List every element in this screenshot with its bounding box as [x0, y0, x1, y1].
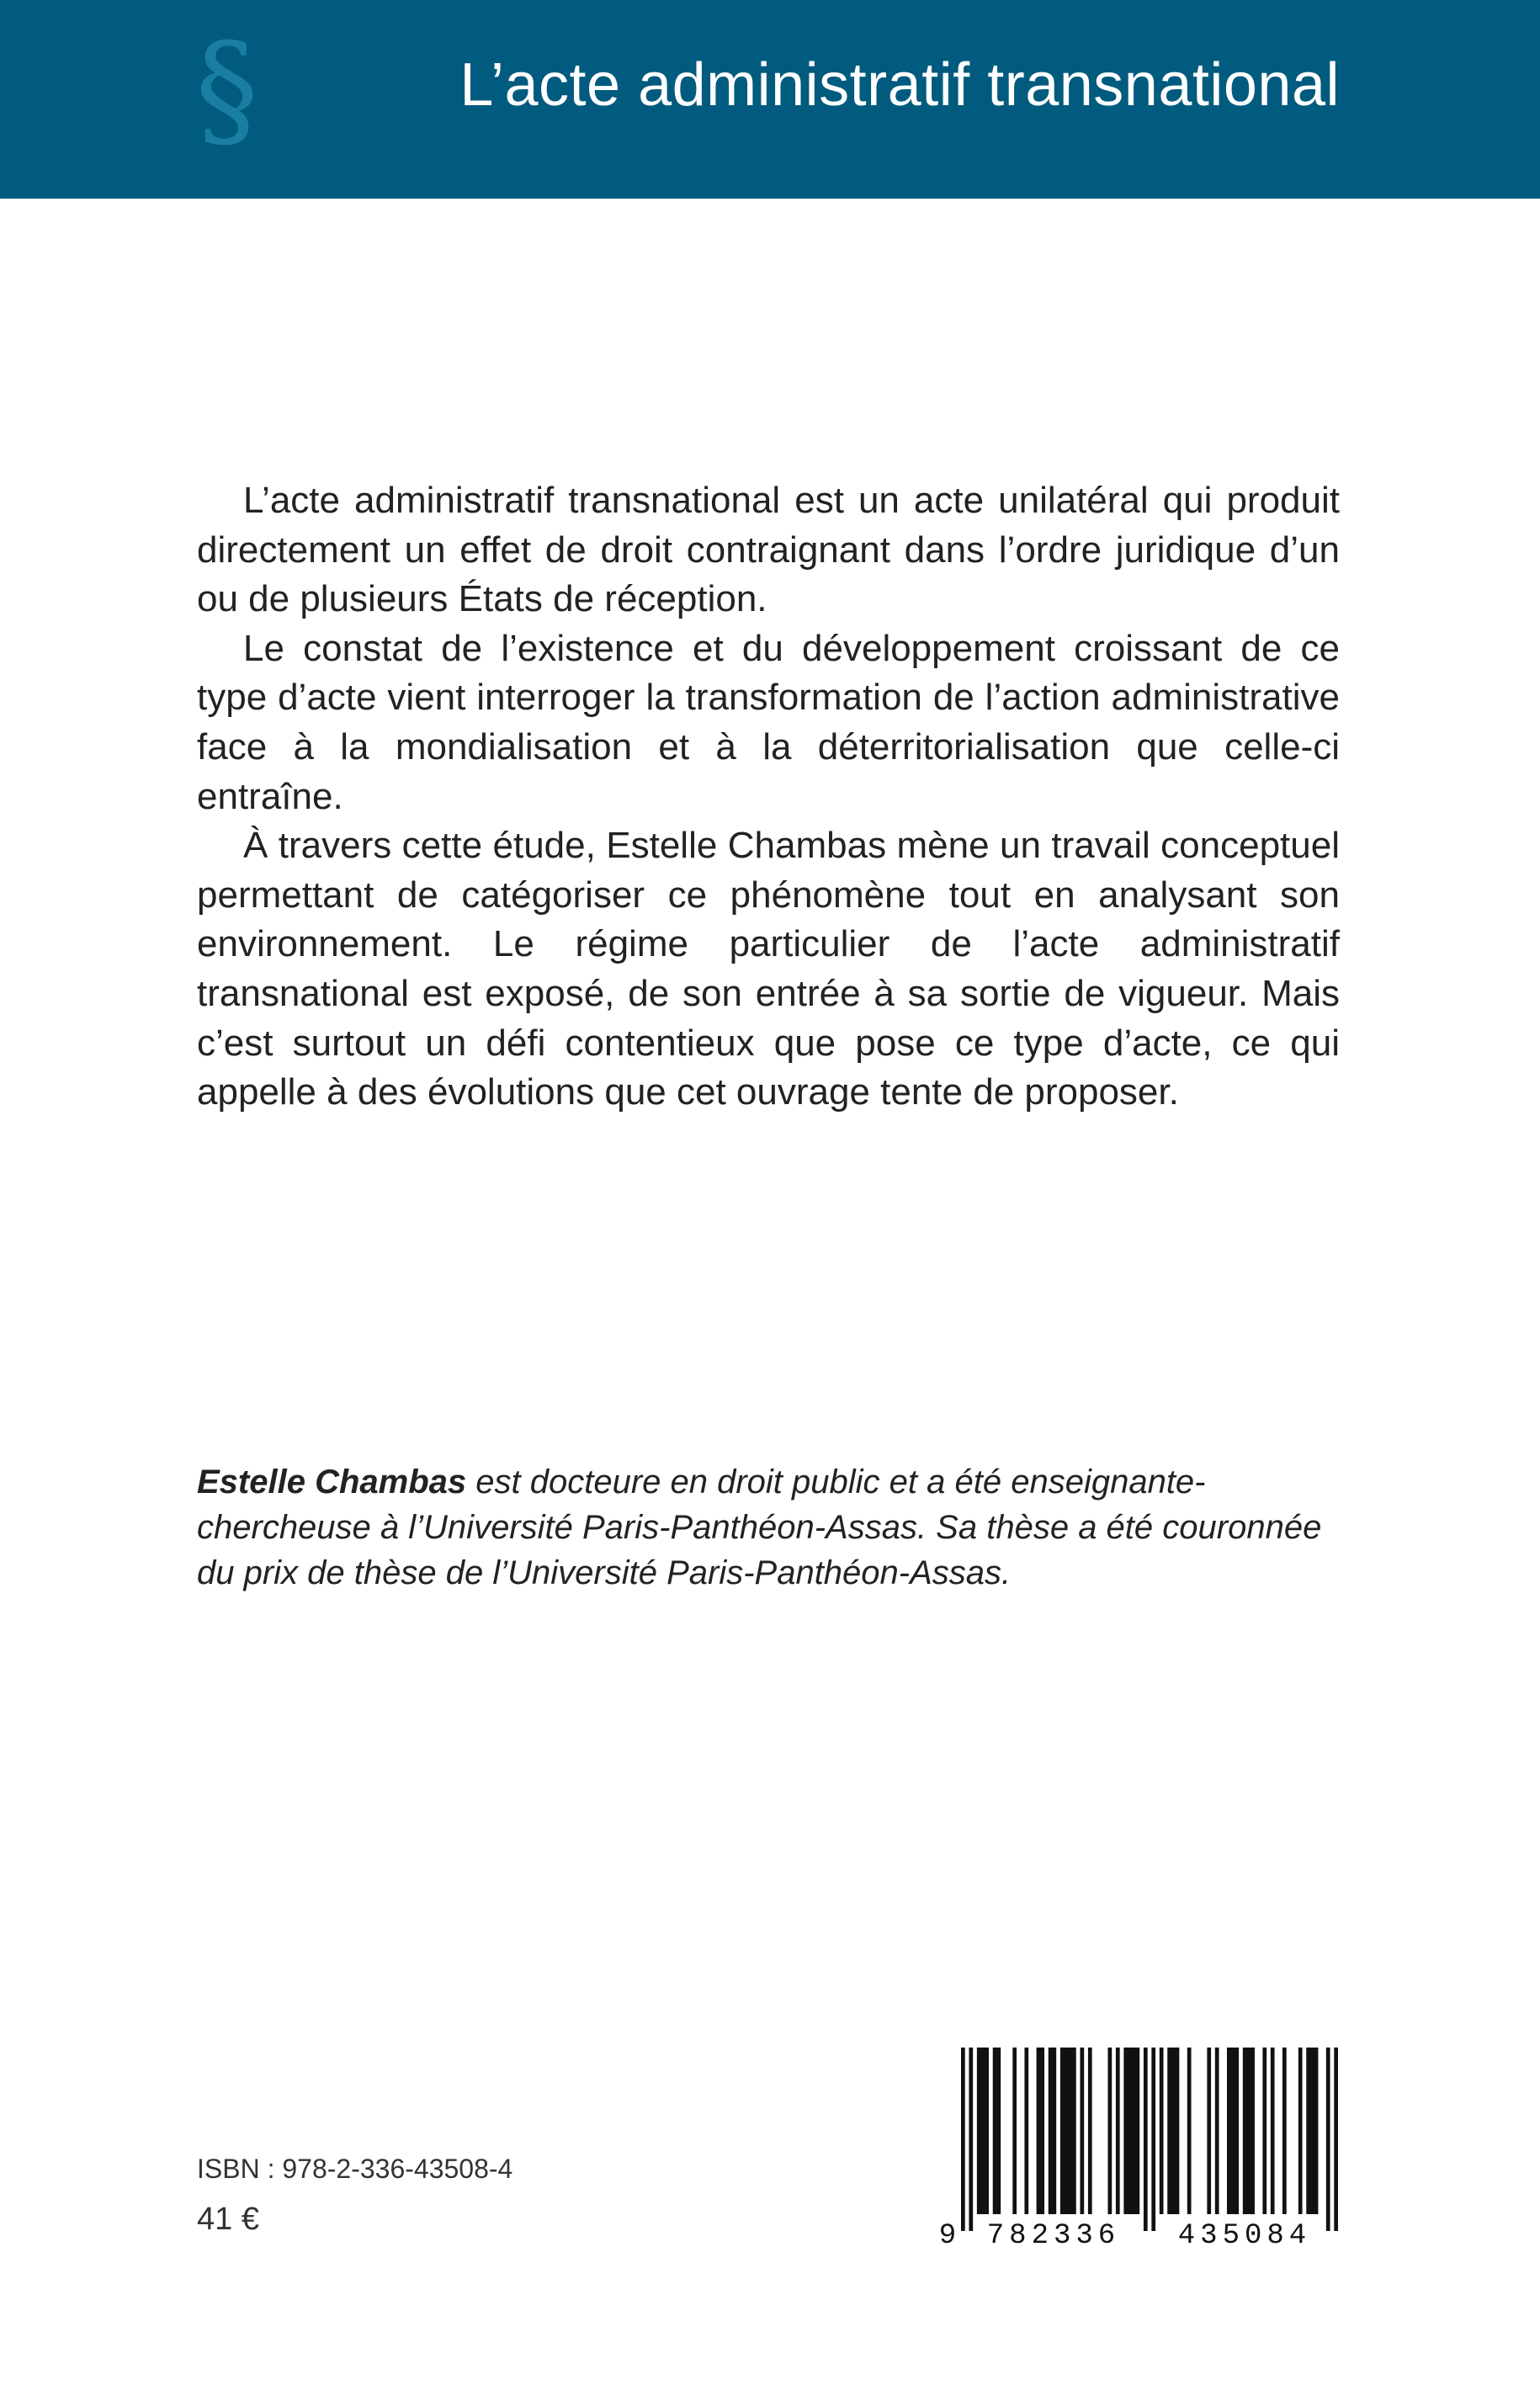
- barcode-bar: [1282, 2048, 1287, 2214]
- barcode-digits-right: 435084: [1177, 2220, 1312, 2252]
- barcode-guard-bar: [969, 2048, 973, 2231]
- summary-paragraph: À travers cette étude, Estelle Chambas mène un travail conceptuel permettant de catégoriser ce phénomène tout en analysant son environnement. Le régime particulier de l’acte administratif transnational est exposé, de son entrée à sa sortie de vigueur. Mais c’est surtout un défi contentieux que pose ce type d’acte, ce qui appelle à des évolutions que cet ouvrage tente de proposer.: [197, 825, 1340, 1113]
- barcode-bar: [1227, 2048, 1239, 2214]
- barcode-bar: [1207, 2048, 1211, 2214]
- barcode-bar: [1012, 2048, 1017, 2214]
- header-band: [0, 0, 1540, 199]
- barcode-bar: [1167, 2048, 1179, 2214]
- barcode-digits-left: 782336: [986, 2220, 1121, 2252]
- barcode-guard-bar: [1334, 2048, 1338, 2231]
- barcode-bar: [1243, 2048, 1255, 2214]
- barcode: [938, 2048, 1345, 2252]
- barcode-guard-bar: [1144, 2048, 1148, 2231]
- price: 41 €: [197, 2202, 259, 2237]
- barcode-bar: [1024, 2048, 1028, 2214]
- author-bio: [197, 1459, 1340, 1596]
- barcode-bar: [1271, 2048, 1275, 2214]
- barcode-bar: [1080, 2048, 1084, 2214]
- barcode-guard-bar: [1151, 2048, 1155, 2231]
- barcode-guard-bar: [1326, 2048, 1330, 2231]
- barcode-bar: [1262, 2048, 1267, 2214]
- barcode-bar: [1049, 2048, 1056, 2214]
- author-name: Estelle Chambas: [197, 1463, 467, 1501]
- barcode-bar: [993, 2048, 1001, 2214]
- barcode-bar: [1088, 2048, 1092, 2214]
- back-cover-summary: [197, 476, 1340, 1118]
- book-title: L’acte administratif transnational: [459, 51, 1340, 119]
- barcode-bar: [977, 2048, 989, 2214]
- barcode-digit-lead: 9: [938, 2220, 957, 2252]
- barcode-bar: [1298, 2048, 1303, 2214]
- barcode-bar: [1060, 2048, 1076, 2214]
- section-sign-icon: §: [195, 17, 258, 163]
- barcode-bar: [1187, 2048, 1192, 2214]
- isbn: ISBN : 978-2-336-43508-4: [197, 2154, 513, 2184]
- barcode-bar: [1116, 2048, 1120, 2214]
- barcode-guard-bar: [961, 2048, 965, 2231]
- barcode-bar: [1107, 2048, 1112, 2214]
- barcode-bar: [1123, 2048, 1139, 2214]
- barcode-bar: [1037, 2048, 1044, 2214]
- author-bio-text: est docteure en droit public et a été enseignante-chercheuse à l’Université Paris-Panthéon-Assas. Sa thèse a été couronnée du prix de thèse de l’Université Paris-Panthéon-Assas.: [197, 1463, 1322, 1591]
- barcode-bar: [1160, 2048, 1164, 2214]
- barcode-bar: [1215, 2048, 1219, 2214]
- barcode-bars: [961, 2048, 1338, 2231]
- summary-paragraph: L’acte administratif transnational est un acte unilatéral qui produit directement un effet de droit contraignant dans l’ordre juridique d’un ou de plusieurs États de réception.: [197, 480, 1340, 620]
- summary-paragraph: Le constat de l’existence et du développement croissant de ce type d’acte vient interroger la transformation de l’action administrative face à la mondialisation et à la déterritorialisation que celle-ci entraîne.: [197, 627, 1340, 817]
- barcode-bar: [1306, 2048, 1318, 2214]
